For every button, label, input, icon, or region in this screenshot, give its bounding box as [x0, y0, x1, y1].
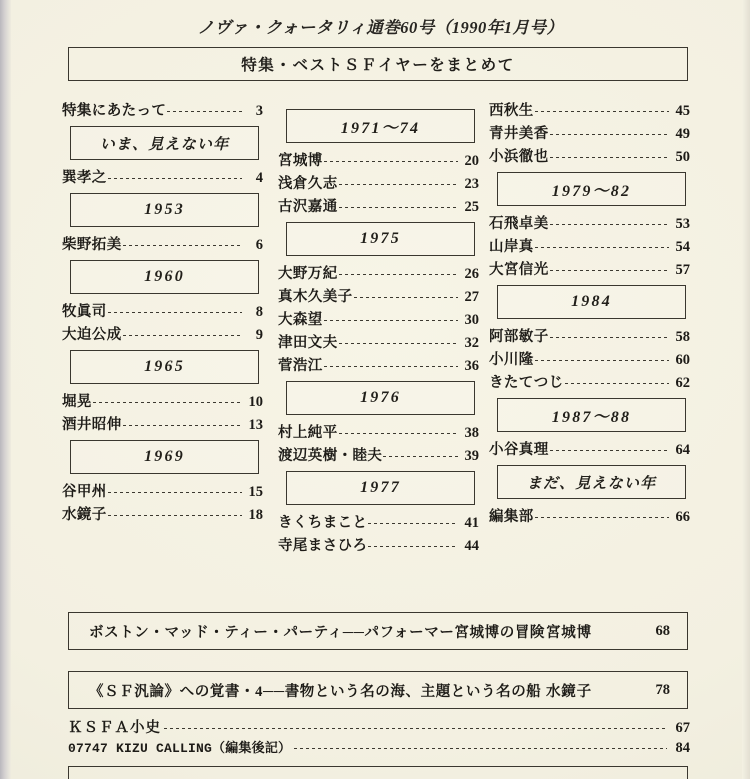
contents-entry[interactable]	[489, 145, 690, 168]
entry-name: 小谷真理	[489, 442, 549, 458]
contents-entry[interactable]	[62, 503, 263, 526]
contents-entry[interactable]	[62, 99, 263, 122]
entry-page-number: 60	[675, 352, 690, 368]
entry-page-number: 64	[675, 442, 690, 458]
entry-page-number: 44	[464, 538, 479, 554]
year-heading-label: 1987〜88	[551, 408, 632, 426]
entry-page-number: 36	[464, 358, 479, 374]
article-author: 水鏡子	[546, 683, 592, 700]
contents-entry[interactable]	[62, 233, 263, 256]
entry-name: 山岸真	[489, 239, 534, 255]
entry-page-number: 38	[464, 425, 479, 441]
entry-page-number: 58	[675, 329, 690, 345]
contents-entry[interactable]	[62, 413, 263, 436]
contents-entry[interactable]	[489, 438, 690, 461]
dot-leader	[339, 336, 458, 344]
entry-page-number: 23	[464, 176, 479, 192]
contents-entry[interactable]	[278, 444, 479, 467]
entry-page-number: 49	[675, 126, 690, 142]
dot-leader	[368, 516, 458, 524]
dot-leader	[550, 150, 669, 158]
dot-leader	[167, 104, 242, 112]
contents-entry[interactable]	[278, 354, 479, 377]
footer-entries	[68, 716, 690, 758]
entry-name: 柴野拓美	[62, 237, 122, 253]
article-title: 《ＳＦ汎論》への覚書・4──書物という名の海、主題という名の船	[89, 683, 542, 700]
entry-page-number: 30	[464, 312, 479, 328]
entry-name: 菅浩江	[278, 358, 323, 374]
contents-entry[interactable]	[489, 99, 690, 122]
dot-leader	[535, 240, 669, 248]
contents-entry[interactable]	[489, 235, 690, 258]
dot-leader	[339, 177, 458, 185]
year-heading-box	[497, 285, 686, 319]
entry-page-number: 4	[255, 170, 263, 186]
entry-name: 村上純平	[278, 425, 338, 441]
article-author: 宮城博	[546, 624, 592, 641]
contents-entry[interactable]	[278, 262, 479, 285]
year-heading-label: まだ、見えない年	[526, 475, 657, 492]
dot-leader	[339, 267, 458, 275]
entry-name: 特集にあたって	[62, 103, 167, 119]
year-heading-label: 1969	[144, 448, 185, 465]
year-heading-box	[70, 260, 259, 294]
feature-banner	[68, 47, 688, 81]
year-heading-box	[497, 398, 686, 432]
entry-page-number: 54	[675, 239, 690, 255]
entry-name: 酒井昭伸	[62, 417, 122, 433]
entry-name: 宮城博	[278, 153, 323, 169]
dot-leader	[550, 330, 669, 338]
entry-name: 小浜徹也	[489, 149, 549, 165]
contents-entry[interactable]	[278, 308, 479, 331]
entry-page-number: 39	[464, 448, 479, 464]
contents-entry[interactable]	[489, 258, 690, 281]
entry-page-number: 20	[464, 153, 479, 169]
dot-leader	[354, 290, 459, 298]
entry-name: 牧眞司	[62, 304, 107, 320]
entry-name: 編集部	[489, 509, 534, 525]
dot-leader	[550, 443, 669, 451]
entry-name: 西秋生	[489, 103, 534, 119]
entry-page-number: 3	[255, 103, 263, 119]
entry-page-number: 26	[464, 266, 479, 282]
entry-page-number: 8	[255, 304, 263, 320]
year-heading-label: いま、見えない年	[99, 136, 230, 153]
contents-entry[interactable]	[489, 371, 690, 394]
contents-entry[interactable]	[489, 212, 690, 235]
entry-page-number: 18	[248, 507, 263, 523]
year-heading-box	[286, 471, 475, 505]
entry-name: 石飛卓美	[489, 216, 549, 232]
contents-entry[interactable]	[62, 390, 263, 413]
entry-page-number: 25	[464, 199, 479, 215]
dot-leader	[535, 510, 669, 518]
entry-page-number: 6	[255, 237, 263, 253]
year-heading-box	[286, 222, 475, 256]
entry-page-number: 45	[675, 103, 690, 119]
dot-leader	[550, 127, 669, 135]
contents-entry[interactable]	[278, 534, 479, 557]
entry-name: 寺尾まさひろ	[278, 538, 368, 554]
year-heading-label: 1977	[360, 479, 401, 496]
dot-leader	[368, 539, 458, 547]
contents-entry[interactable]	[62, 323, 263, 346]
entry-page-number: 50	[675, 149, 690, 165]
year-heading-box	[286, 109, 475, 143]
dot-leader	[535, 104, 669, 112]
contents-entry[interactable]	[62, 166, 263, 189]
article-page: 78	[655, 681, 670, 698]
year-heading-box	[497, 465, 686, 499]
year-heading-label: 1971〜74	[340, 119, 421, 137]
entry-name: 古沢嘉通	[278, 199, 338, 215]
footer-entry[interactable]	[68, 716, 690, 737]
year-heading-box	[70, 350, 259, 384]
contents-entry[interactable]	[62, 300, 263, 323]
article-title: ボストン・マッド・ティー・パーティ──パフォーマー宮城博の冒険	[89, 624, 546, 641]
contents-column-right	[489, 99, 690, 528]
entry-page-number: 32	[464, 335, 479, 351]
year-heading-label: 1979〜82	[551, 182, 632, 200]
entry-name: 谷甲州	[62, 484, 107, 500]
year-heading-label: 1984	[571, 293, 612, 310]
footer-entry-page-number: 67	[675, 720, 690, 736]
dot-leader	[108, 485, 242, 493]
entry-name: 大森望	[278, 312, 323, 328]
contents-entry[interactable]	[278, 172, 479, 195]
column-spacer	[278, 99, 479, 105]
entry-page-number: 27	[464, 289, 479, 305]
paper-sheet	[11, 0, 750, 779]
contents-column-middle	[278, 99, 479, 557]
entry-name: 大迫公成	[62, 327, 122, 343]
contents-entry[interactable]	[489, 325, 690, 348]
contents-entry[interactable]	[278, 195, 479, 218]
dot-leader	[324, 313, 458, 321]
year-heading-label: 1965	[144, 358, 185, 375]
entry-page-number: 9	[255, 327, 263, 343]
year-heading-box	[70, 126, 259, 160]
contents-entry[interactable]	[489, 122, 690, 145]
entry-page-number: 57	[675, 262, 690, 278]
entry-name: 阿部敏子	[489, 329, 549, 345]
dot-leader	[324, 154, 458, 162]
article-row[interactable]	[68, 671, 688, 709]
dot-leader	[123, 328, 242, 336]
contents-entry[interactable]	[278, 285, 479, 308]
contents-entry[interactable]	[278, 149, 479, 172]
dot-leader	[108, 305, 242, 313]
contents-entry[interactable]	[278, 511, 479, 534]
dot-leader	[565, 376, 670, 384]
year-heading-box	[497, 172, 686, 206]
contents-entry[interactable]	[489, 505, 690, 528]
entry-name: 巽孝之	[62, 170, 107, 186]
footer-entry-name: 07747 KIZU CALLING（編集後記）	[68, 741, 292, 756]
entry-name: 小川隆	[489, 352, 534, 368]
dot-leader	[339, 426, 458, 434]
contents-entry[interactable]	[489, 348, 690, 371]
entry-name: 大宮信光	[489, 262, 549, 278]
entry-name: 津田文夫	[278, 335, 338, 351]
footer-entry-name: ＫＳＦＡ小史	[68, 720, 161, 736]
entry-page-number: 41	[464, 515, 479, 531]
dot-leader	[108, 171, 242, 179]
dot-leader	[123, 238, 242, 246]
year-heading-box	[70, 193, 259, 227]
entry-name: きたてつじ	[489, 375, 564, 391]
contents-entry[interactable]	[278, 331, 479, 354]
entry-name: 真木久美子	[278, 289, 353, 305]
year-heading-label: 1976	[360, 389, 401, 406]
entry-name: きくちまこと	[278, 515, 368, 531]
year-heading-label: 1953	[144, 201, 185, 218]
footer-entry-page-number: 84	[675, 740, 690, 756]
footer-entry[interactable]	[68, 737, 690, 758]
dot-leader	[324, 359, 458, 367]
dot-leader	[383, 449, 458, 457]
contents-entry[interactable]	[278, 421, 479, 444]
feature-banner-label: 特集・ベストＳＦイヤーをまとめて	[241, 57, 515, 74]
entry-name: 水鏡子	[62, 507, 107, 523]
contents-column-left	[62, 99, 263, 526]
dot-leader	[108, 508, 242, 516]
next-section-box-partial	[68, 766, 688, 779]
dot-leader	[164, 721, 667, 729]
entry-page-number: 13	[248, 417, 263, 433]
year-heading-box	[286, 381, 475, 415]
article-page: 68	[655, 622, 670, 639]
year-heading-label: 1975	[360, 230, 401, 247]
dot-leader	[123, 418, 242, 426]
dot-leader	[550, 217, 669, 225]
dot-leader	[294, 741, 667, 749]
entry-name: 浅倉久志	[278, 176, 338, 192]
contents-entry[interactable]	[62, 480, 263, 503]
article-row[interactable]	[68, 612, 688, 650]
entry-name: 大野万紀	[278, 266, 338, 282]
year-heading-box	[70, 440, 259, 474]
dot-leader	[550, 263, 669, 271]
contents-columns	[11, 99, 750, 599]
entry-page-number: 10	[248, 394, 263, 410]
dot-leader	[93, 395, 242, 403]
dot-leader	[339, 200, 458, 208]
dot-leader	[535, 353, 669, 361]
entry-page-number: 53	[675, 216, 690, 232]
entry-name: 青井美香	[489, 126, 549, 142]
entry-page-number: 62	[675, 375, 690, 391]
year-heading-label: 1960	[144, 268, 185, 285]
entry-page-number: 66	[675, 509, 690, 525]
entry-page-number: 15	[248, 484, 263, 500]
masthead-title: ノヴァ・クォータリィ通巻60号（1990年1月号）	[197, 18, 564, 37]
entry-name: 堀晃	[62, 394, 92, 410]
entry-name: 渡辺英樹・睦夫	[278, 448, 383, 464]
